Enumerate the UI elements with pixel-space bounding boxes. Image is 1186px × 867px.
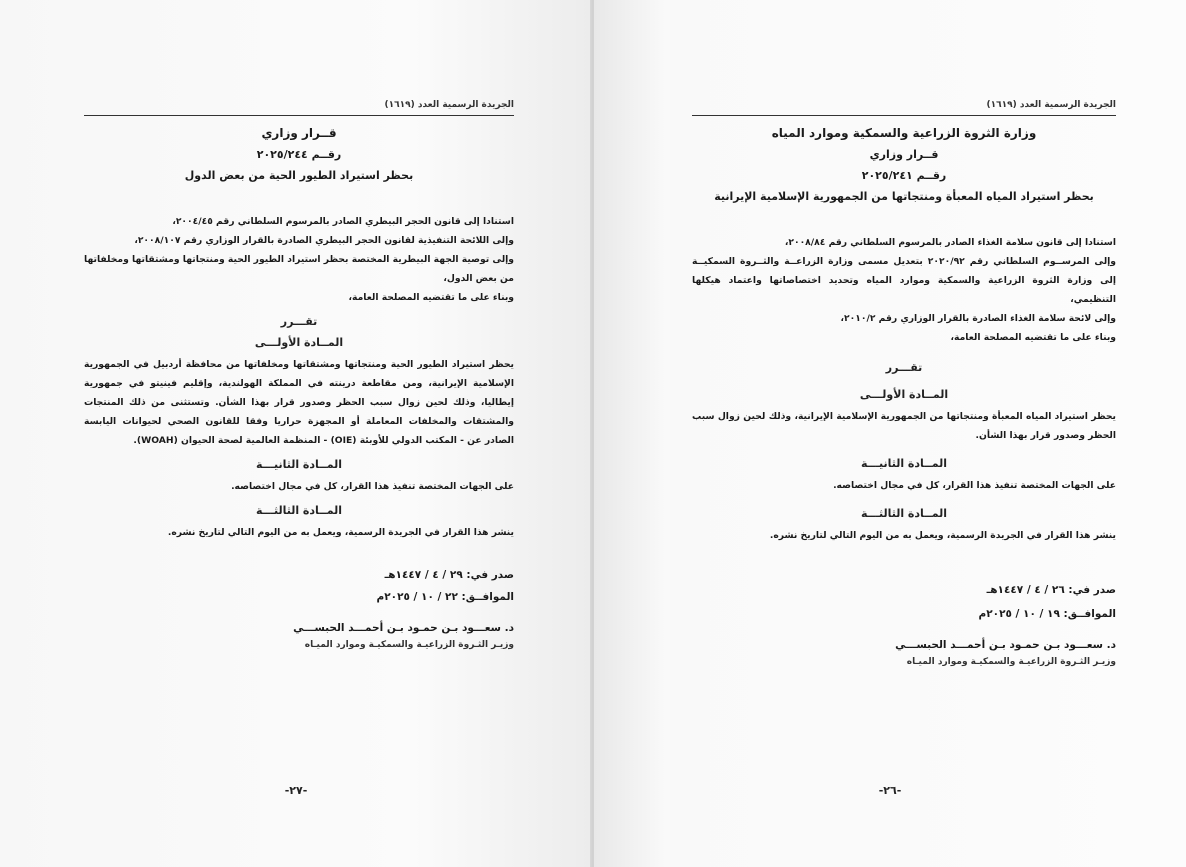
preamble-line: استنادا إلى قانون الحجر البيطري الصادر بالمرسوم السلطاني رقم ٢٠٠٤/٤٥،	[172, 216, 514, 227]
signatory-name: د. سعـــود بـن حمـود بـن أحمـــد الحبســـي	[293, 622, 514, 634]
page-number: -٢٦-	[878, 784, 902, 797]
preamble-line: وبناء على ما تقتضيه المصلحة العامة،	[950, 332, 1116, 343]
decision-title: قــرار وزاري	[869, 148, 939, 161]
signatory-role: وزيـر الثـروة الزراعيـة والسمكيـة وموارد الميـاه	[906, 657, 1116, 667]
article1-heading: المــادة الأولـــى	[859, 388, 949, 401]
decides-heading: تقـــرر	[280, 315, 318, 328]
ministry-name: وزارة الثروة الزراعية والسمكية وموارد المياه	[771, 126, 1037, 140]
running-header: الجريدة الرسمية العدد (١٦١٩)	[84, 100, 514, 116]
decision-subject: بحظر استيراد المياه المعبأة ومنتجاتها من الجمهورية الإسلامية الإيرانية	[714, 190, 1094, 203]
decision-subject: بحظر استيراد الطيور الحية من بعض الدول	[184, 169, 414, 182]
decides-heading: تقـــرر	[885, 361, 923, 374]
corresponding-date: الموافــق: ١٩ / ١٠ / ٢٠٢٥م	[978, 608, 1116, 620]
right-page	[594, 0, 1186, 867]
running-header: الجريدة الرسمية العدد (١٦١٩)	[692, 100, 1116, 116]
article2-text: على الجهات المختصة تنفيذ هذا القرار، كل في مجال اختصاصه.	[231, 481, 514, 492]
preamble-line: وإلى لائحة سلامة الغذاء الصادرة بالقرار الوزاري رقم ٢٠١٠/٢،	[840, 313, 1116, 324]
article3-text: ينشر هذا القرار في الجريدة الرسمية، ويعمل به من اليوم التالي لتاريخ نشره.	[769, 530, 1116, 541]
signatory-name: د. سعـــود بـن حمـود بـن أحمـــد الحبســـي	[895, 639, 1116, 651]
page-number: -٢٧-	[284, 784, 308, 797]
decision-number: رقــم ٢٠٢٥/٢٤١	[861, 169, 947, 182]
article2-heading: المــادة الثانيـــة	[256, 458, 342, 471]
issued-date: صدر في: ٢٦ / ٤ / ١٤٤٧هـ	[986, 584, 1116, 596]
article2-text: على الجهات المختصة تنفيذ هذا القرار، كل في مجال اختصاصه.	[833, 480, 1116, 491]
preamble-line: وبناء على ما تقتضيه المصلحة العامة،	[348, 292, 514, 303]
article3-heading: المــادة الثالثـــة	[256, 504, 342, 517]
article3-text: ينشر هذا القرار في الجريدة الرسمية، ويعمل به من اليوم التالي لتاريخ نشره.	[167, 527, 514, 538]
preamble-line: وإلى اللائحة التنفيذية لقانون الحجر البيطري الصادرة بالقرار الوزاري رقم ٢٠٠٨/١٠٧،	[134, 235, 514, 246]
preamble-line: وإلى المرســوم السلطاني رقم ٢٠٢٠/٩٢ بتعديل مسمى وزارة الزراعــة والثــروة السمكيــة إلى وزارة الثروة الزراعية والسمكية وموارد المياه وتحديد اختصاصاتها واعتماد هيكلها التنظيمي،	[692, 256, 1117, 305]
article3-heading: المــادة الثالثـــة	[861, 507, 947, 520]
issued-date: صدر في: ٢٩ / ٤ / ١٤٤٧هـ	[384, 569, 514, 581]
article1-text: يحظر استيراد المياه المعبأة ومنتجاتها من الجمهورية الإسلامية الإيرانية، وذلك لحين زوال سبب الحظر وصدور قرار بهذا الشأن.	[692, 411, 1116, 441]
preamble-line: وإلى توصية الجهة البيطرية المختصة بحظر استيراد الطيور الحية ومنتجاتها ومشتقاتها ومخلفاتها من بعض الدول،	[84, 254, 514, 284]
right-page-content	[692, 100, 1116, 667]
decision-number: رقــم ٢٠٢٥/٢٤٤	[256, 148, 342, 161]
decision-title: قــرار وزاري	[261, 126, 337, 140]
left-page-content	[84, 100, 514, 650]
preamble-line: استنادا إلى قانون سلامة الغذاء الصادر بالمرسوم السلطاني رقم ٢٠٠٨/٨٤،	[784, 237, 1116, 248]
article1-heading: المــادة الأولـــى	[254, 336, 344, 349]
article2-heading: المــادة الثانيـــة	[861, 457, 947, 470]
signatory-role: وزيـر الثـروة الزراعيـة والسمكيـة وموارد الميـاه	[304, 640, 514, 650]
left-page	[0, 0, 592, 867]
article1-text: يحظر استيراد الطيور الحية ومنتجاتها ومشتقاتها ومخلفاتها من محافظة أردبيل في الجمهورية الإسلامية الإيرانية، ومن مقاطعة درينته في المملكة الهولندية، وإقليم فينيتو في جمهورية إيطاليا، وذلك لحين زوال سبب الحظر وصدور قرار بهذا الشأن. وتستثنى من ذلك المنتجات والمشتقات والمخلفات المعاملة أو المجهزة حراريا وفقا للقانون الصحي لحيوانات اليابسة الصادر عن - المكتب الدولي للأوبئة (OIE) - المنظمة العالمية لصحة الحيوان (WOAH).	[84, 359, 514, 446]
corresponding-date: الموافــق: ٢٢ / ١٠ / ٢٠٢٥م	[376, 591, 514, 603]
